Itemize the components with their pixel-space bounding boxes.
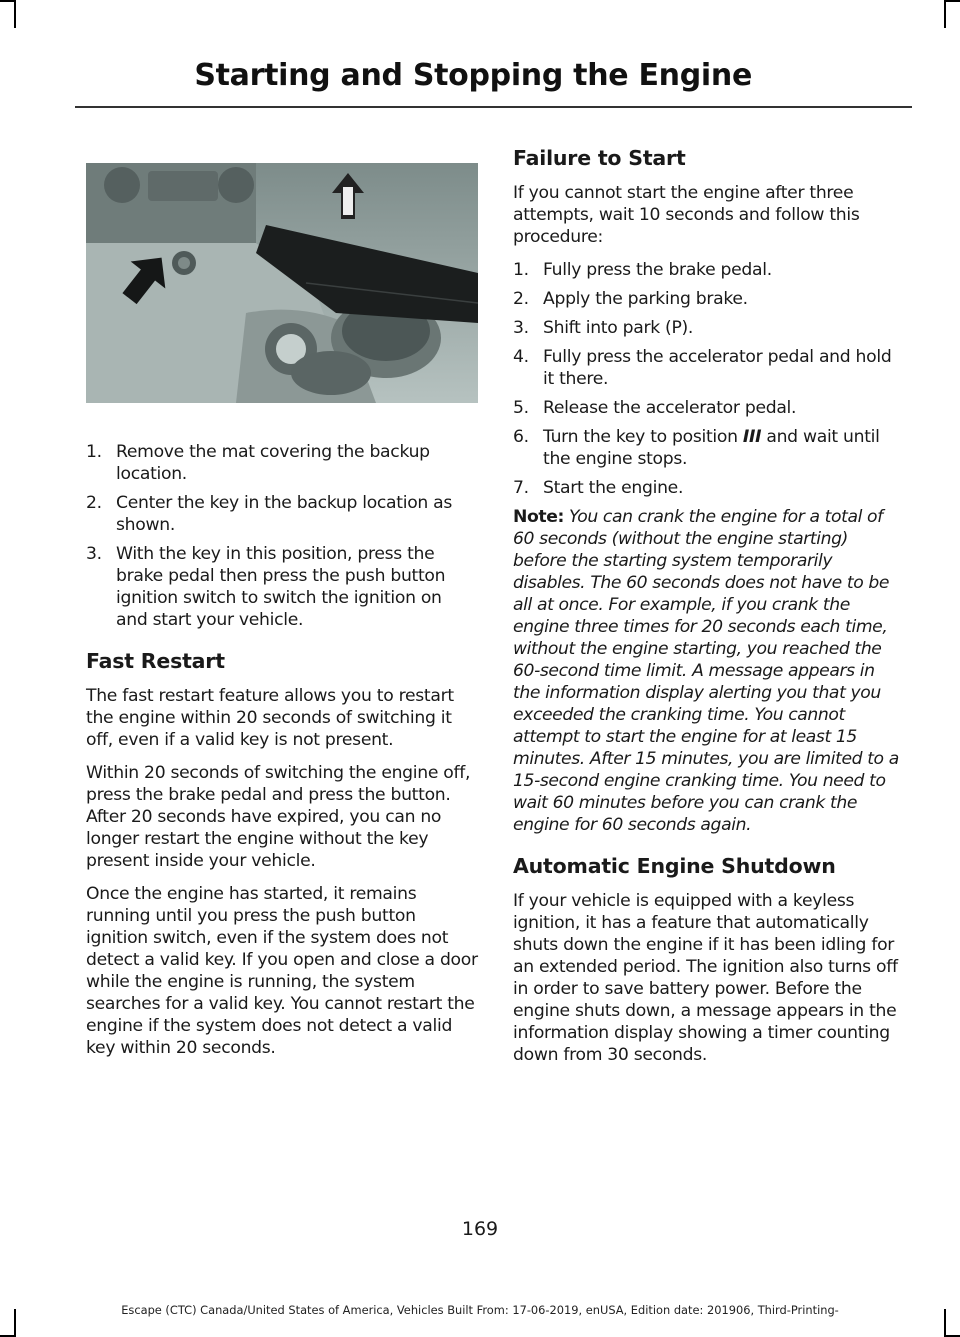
list-item: 1. Remove the mat covering the backup location. — [86, 442, 430, 484]
page-title: Starting and Stopping the Engine — [194, 58, 752, 93]
automatic-shutdown-heading: Automatic Engine Shutdown — [513, 854, 836, 878]
list-item: 2. Apply the parking brake. — [513, 289, 748, 309]
crop-mark — [0, 0, 14, 2]
backup-steps-list — [86, 441, 478, 631]
list-item: 3. With the key in this position, press the brake pedal then press the push button ignition switch to switch the ignition on and start your vehicle. — [86, 544, 446, 630]
paragraph: If your vehicle is equipped with a keyless ignition, it has a feature that automatically shuts down the engine if it has been idling for an extended period. The ignition also turns off in order to save battery power. Before the engine shuts down, a message appears in the information display showing a timer counting down from 30 seconds. — [513, 891, 898, 1065]
footer-text: Escape (CTC) Canada/United States of America, Vehicles Built From: 17-06-2019, enUSA, Edition date: 201906, Third-Printing- — [121, 1303, 839, 1317]
key-position-label: III — [742, 427, 762, 447]
page-number: 169 — [461, 1218, 499, 1240]
list-item: 7. Start the engine. — [513, 478, 684, 498]
paragraph: Within 20 seconds of switching the engine off, press the brake pedal and press the button. After 20 seconds have expired, you can no longer restart the engine without the key present inside your vehicle. — [86, 763, 471, 871]
header-divider — [75, 106, 912, 108]
list-item: 4. Fully press the accelerator pedal and hold it there. — [513, 347, 892, 389]
crop-mark — [946, 0, 960, 2]
crop-mark — [944, 0, 946, 28]
list-item: 6. Turn the key to position III and wait until the engine stops. — [513, 427, 880, 469]
fast-restart-heading: Fast Restart — [86, 649, 225, 673]
paragraph: Once the engine has started, it remains running until you press the push button ignition switch, even if the system does not detect a valid key. If you open and close a door while the engine is running, the system searches for a valid key. You cannot restart the engine if the system does not detect a valid key within 20 seconds. — [86, 884, 478, 1058]
list-item: 3. Shift into park (P). — [513, 318, 694, 338]
paragraph: The fast restart feature allows you to restart the engine within 20 seconds of switching it off, even if a valid key is not present. — [86, 686, 454, 750]
list-item: 2. Center the key in the backup location as shown. — [86, 493, 453, 535]
failure-to-start-heading: Failure to Start — [513, 146, 686, 170]
failure-steps-list — [513, 259, 905, 499]
cranking-note: Note: You can crank the engine for a total of 60 seconds (without the engine starting) before the starting system temporarily disables. The 60 seconds does not have to be all at once. For example, if you crank the engine three times for 20 seconds each time, without the engine starting, you reached the 60-second time limit. A message appears in the information display alerting you that you exceeded the cranking time. You cannot attempt to start the engine for at least 15 minutes. After 15 minutes, you are limited to a 15-second engine cranking time. You need to wait 60 minutes before you can crank the engine for 60 seconds again. — [513, 507, 899, 835]
backup-location-illustration — [86, 163, 478, 403]
crop-mark — [14, 0, 16, 28]
console-illustration — [86, 163, 478, 403]
list-item: 5. Release the accelerator pedal. — [513, 398, 797, 418]
paragraph: If you cannot start the engine after three attempts, wait 10 seconds and follow this procedure: — [513, 183, 860, 247]
left-column — [86, 145, 478, 1070]
right-column — [513, 145, 905, 1077]
list-item: 1. Fully press the brake pedal. — [513, 260, 772, 280]
